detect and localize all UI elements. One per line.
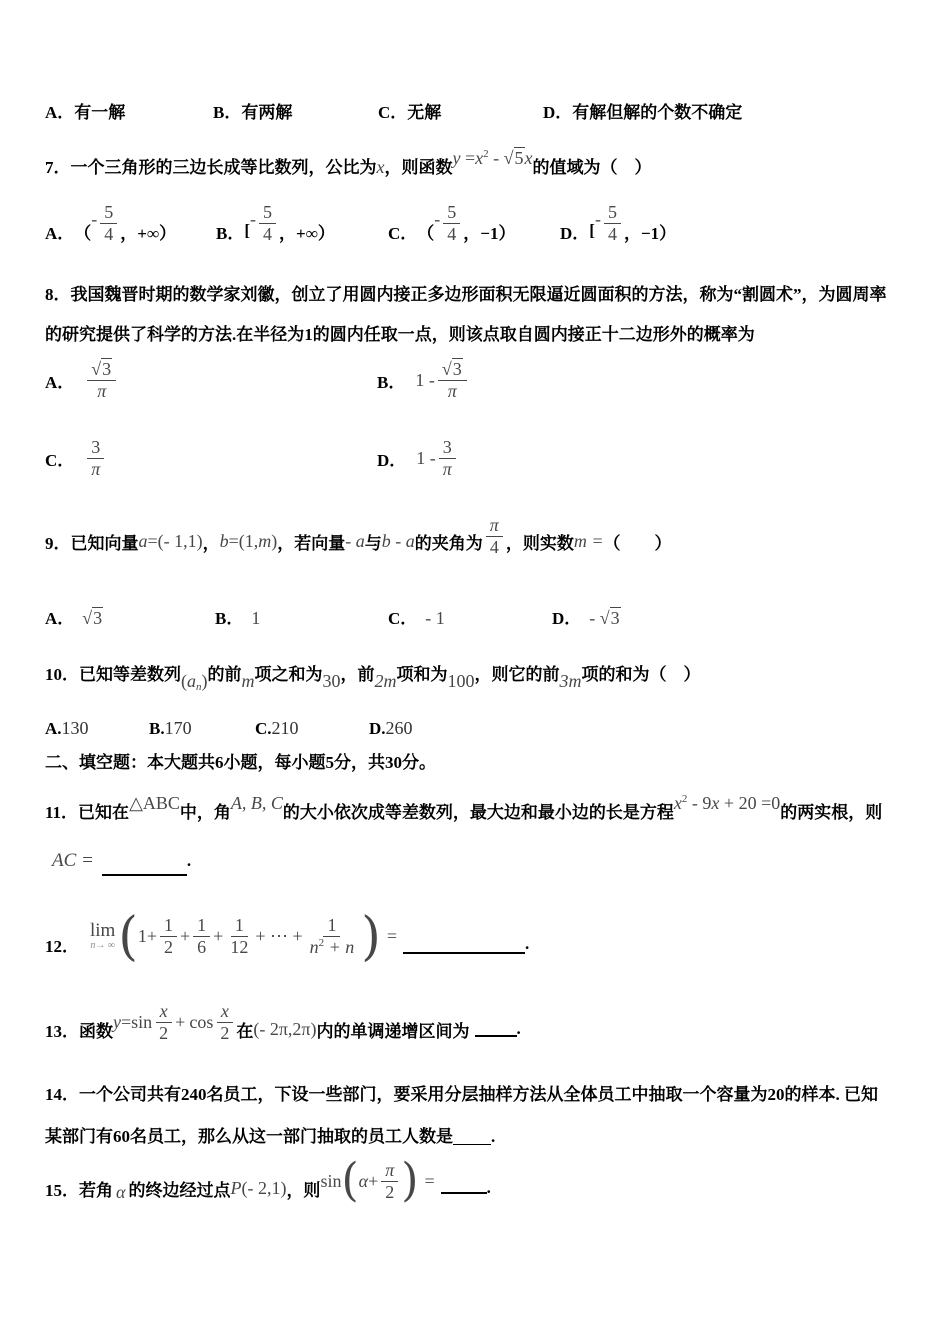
- q9-vector-a: a: [138, 530, 148, 551]
- den-n: n: [309, 936, 319, 957]
- fraction-numerator: π: [381, 1160, 398, 1182]
- q15-alpha: α: [116, 1181, 126, 1202]
- q7-option-a-comma: ，: [120, 223, 138, 243]
- q7-option-c-minus: -: [434, 208, 441, 229]
- fraction-numerator: x: [156, 1001, 172, 1023]
- fraction-numerator: 1: [193, 915, 210, 937]
- fraction-denominator: 12: [230, 936, 249, 957]
- q11-text-2: 中，角: [179, 803, 231, 822]
- q8-option-c-label: C．: [45, 450, 75, 470]
- fraction-denominator: 4: [489, 536, 499, 557]
- fraction-denominator: π: [97, 380, 107, 401]
- q11-text-3: 的大小依次成等差数列，最大边和最小边的长是方程: [282, 803, 674, 822]
- q9-option-b-value: 1: [251, 608, 261, 628]
- q7-option-b-open: [: [244, 221, 251, 240]
- sqrt-icon: √: [82, 608, 93, 628]
- eq-sup: 2: [681, 793, 688, 805]
- q6-option-c: C．无解: [378, 103, 442, 122]
- q8-option-c: [45, 434, 107, 482]
- fraction-denominator: 4: [447, 223, 457, 244]
- q7-option-d: [560, 196, 676, 250]
- fraction-numerator: [87, 359, 116, 381]
- q9-text-mid1: ，若向量: [277, 533, 346, 553]
- q12-answer-blank: [403, 952, 525, 954]
- q9-text-lead: 9．已知向量: [45, 533, 139, 553]
- q10-option-b-value: 170: [164, 718, 192, 738]
- q10-text-4: ，前: [340, 665, 375, 684]
- fraction-numerator: 1: [323, 915, 340, 937]
- q8-option-d-label: D．: [377, 450, 407, 470]
- radicand: 3: [452, 358, 462, 379]
- q9-text-mid2: 与: [364, 533, 382, 553]
- q7-sqrt-icon: √: [503, 148, 514, 168]
- q11-text-4: 的两实根，则: [780, 803, 883, 822]
- q7-option-d-end: −1）: [640, 223, 677, 243]
- q10-option-a: [45, 718, 89, 739]
- q13-number-text: 13．函数: [45, 1021, 113, 1041]
- q9-option-b: [215, 604, 260, 629]
- fraction-numerator: 1: [231, 915, 248, 937]
- question-15: 15．若角 α 的终边经过点 P (- 2,1) ，则 sin ( α + $\frac{\pi}{2}$ ) = .: [45, 1153, 491, 1208]
- q9-text-mid3: 的夹角为: [414, 533, 483, 553]
- q8-option-d: [377, 434, 459, 482]
- radicand: 3: [102, 358, 112, 379]
- q8-option-b: [377, 356, 470, 404]
- q7-option-d-comma: ，: [623, 223, 641, 243]
- fraction-numerator: π: [486, 515, 503, 537]
- q7-option-d-fraction: [604, 202, 621, 244]
- q6-option-d: D．有解但解的个数不确定: [543, 103, 743, 122]
- q15-period: .: [486, 1178, 491, 1197]
- q8-option-a-label: A．: [45, 372, 75, 392]
- q7-option-c-fraction: [443, 202, 460, 244]
- q13-frac-x-2b: [216, 1001, 233, 1043]
- q13-y: y: [113, 1011, 121, 1032]
- sin-text: sin: [320, 1170, 342, 1191]
- fraction-denominator: 6: [197, 936, 207, 957]
- q10-text-2: 的前: [207, 665, 242, 684]
- q15-text-lead: 15．若角: [45, 1180, 113, 1200]
- fraction-denominator: π: [91, 458, 101, 479]
- q11-period: .: [186, 851, 192, 870]
- lim-text: lim: [90, 920, 116, 941]
- q11-triangle-abc: △ABC: [129, 793, 180, 813]
- q9-neg-a: - a: [345, 530, 365, 551]
- fraction-denominator: [306, 937, 359, 958]
- sqrt-icon: √: [441, 358, 452, 379]
- q10-3m: 3m: [559, 671, 582, 691]
- q10-text-7: 项的和为（ ）: [581, 665, 701, 684]
- q14-answer-blank: [453, 1144, 491, 1145]
- seq-a: a: [187, 671, 196, 691]
- q7-option-b: [216, 196, 335, 250]
- q7-option-b-comma: ，: [279, 223, 297, 243]
- den-sup: 2: [318, 936, 325, 949]
- radicand: 3: [610, 608, 620, 628]
- q7-option-a-minus: -: [91, 208, 98, 229]
- q8-option-a-fraction: [87, 359, 116, 401]
- question-7: [45, 148, 652, 178]
- lim-subscript: n→ ∞: [90, 940, 115, 951]
- eq-part2: + 20 =0: [719, 793, 781, 813]
- q9-option-d-label: D．: [552, 609, 582, 628]
- q11-equation: [674, 793, 780, 813]
- q7-option-c: [388, 196, 515, 250]
- plus-sign: +: [180, 925, 191, 946]
- q14-line2-text: 某部门有60名员工，那么从这一部门抽取的员工人数是: [45, 1127, 453, 1146]
- fraction-numerator: [438, 359, 467, 381]
- q10-text-6: ，则它的前: [474, 665, 560, 684]
- question-10: [45, 662, 701, 700]
- q9-vector-a-value: =(- 1,1): [147, 530, 203, 551]
- q7-formula-sup: 2: [483, 148, 489, 160]
- q7-formula-eq: =: [460, 148, 476, 168]
- q7-var-x: x: [376, 157, 385, 177]
- question-13: [45, 994, 521, 1050]
- fraction-numerator: 5: [604, 202, 621, 224]
- q10-option-c: [255, 718, 299, 739]
- q6-option-b: B．有两解: [213, 103, 293, 122]
- q10-option-a-label: A.: [45, 719, 62, 738]
- fraction-denominator: 2: [159, 1022, 169, 1043]
- q7-option-a-open: （: [74, 223, 92, 243]
- minus-sign: -: [589, 608, 600, 628]
- q13-frac-x-2a: [155, 1001, 172, 1043]
- q7-option-d-open: [: [589, 221, 595, 240]
- q12-number: 12．: [45, 936, 79, 956]
- seq-sub-n: n: [196, 681, 202, 693]
- q10-option-a-value: 130: [61, 718, 89, 738]
- fraction-denominator: π: [447, 380, 457, 401]
- fraction-numerator: 3: [439, 437, 456, 459]
- q8-option-d-fraction: [439, 437, 456, 479]
- q15-answer-blank: [441, 1192, 487, 1194]
- q10-m: m: [241, 671, 255, 691]
- q13-period: .: [516, 1019, 521, 1038]
- cos-text: cos: [189, 1011, 214, 1032]
- q12-frac-1-6: [193, 915, 210, 957]
- fraction-numerator: 3: [87, 437, 104, 459]
- q8-option-a: [45, 356, 119, 404]
- q10-text-3: 项之和为: [254, 665, 323, 684]
- q10-option-b-label: B.: [149, 719, 165, 738]
- q11-angles-abc: A, B, C: [230, 793, 283, 813]
- q10-text-lead: 10．已知等差数列: [45, 665, 181, 684]
- fraction-numerator: x: [217, 1001, 233, 1023]
- fraction-denominator: 2: [164, 936, 174, 957]
- q10-option-d-value: 260: [385, 718, 413, 738]
- q11-ac-equals: AC =: [52, 850, 94, 871]
- fraction-numerator: 5: [100, 202, 117, 224]
- q14-text-line1: 14．一个公司共有240名员工，下设一些部门，要采用分层抽样方法从全体员工中抽取一个容量为20的样本. 已知: [45, 1085, 878, 1104]
- q12-limit: [90, 921, 115, 951]
- question-11: [45, 793, 882, 823]
- q10-option-b: [149, 718, 192, 739]
- q7-option-a-label: A．: [45, 223, 75, 243]
- plus-sign: +: [175, 1011, 186, 1032]
- q13-answer-blank: [475, 1035, 517, 1037]
- q9-option-a-label: A．: [45, 609, 75, 628]
- sin-text: sin: [131, 1011, 153, 1032]
- q10-option-c-label: C.: [255, 719, 272, 738]
- equals-sign: =: [386, 925, 397, 946]
- q12-frac-1-2: [160, 915, 177, 957]
- equals-sign: =: [121, 1011, 132, 1032]
- q10-sum-100: 100: [447, 671, 475, 691]
- q10-text-5: 项和为: [396, 665, 448, 684]
- q9-answer-paren: （ ）: [603, 533, 672, 553]
- q7-option-c-open: （: [417, 223, 435, 243]
- q10-sequence: [181, 671, 208, 691]
- q13-text-3: 内的单调递增区间为: [316, 1021, 470, 1041]
- q6-option-a: A．有一解: [45, 103, 126, 122]
- fraction-numerator: 1: [160, 915, 177, 937]
- q15-point-coords: (- 2,1): [241, 1177, 287, 1198]
- q9-option-c-value: - 1: [425, 608, 445, 628]
- fraction-denominator: 2: [385, 1181, 395, 1202]
- q7-text-lead: 7．一个三角形的三边长成等比数列，公比为: [45, 158, 377, 177]
- q7-option-b-fraction: [259, 202, 276, 244]
- eq-x: x: [673, 793, 682, 813]
- q15-alpha-2: α: [358, 1170, 369, 1191]
- q8-option-b-label: B．: [377, 372, 406, 392]
- q7-formula-tail-x: x: [524, 148, 533, 168]
- q13-interval: (- 2π,2π): [253, 1018, 317, 1039]
- q9-vector-b: b: [219, 530, 229, 551]
- q7-option-a: [45, 196, 176, 250]
- q7-option-a-fraction: [100, 202, 117, 244]
- q9-b-minus-a: b - a: [381, 530, 415, 551]
- fraction-denominator: 4: [607, 223, 617, 244]
- sqrt-icon: √: [91, 358, 102, 379]
- q9-option-b-label: B．: [215, 609, 244, 628]
- fraction-numerator: 5: [259, 202, 276, 224]
- q10-sum-30: 30: [322, 671, 341, 691]
- q9-comma: ，: [202, 533, 220, 553]
- q15-frac-pi-2: [381, 1160, 398, 1202]
- radicand: 3: [93, 608, 103, 628]
- section-2-header: 二、填空题：本大题共6小题，每小题5分，共30分。: [45, 753, 436, 772]
- q9-m-equals: m =: [573, 530, 604, 551]
- question-12: 12． lim n→ ∞ ( 1+ $\frac{1}{2}$ + $\frac{1}{6}$ + $\frac{1}{12}$ + ⋯ + $\frac{1}{n^2 + n}$ ) = .: [45, 905, 530, 967]
- q8-option-d-pre: 1 -: [416, 447, 436, 468]
- fraction-denominator: 4: [263, 223, 273, 244]
- q10-2m: 2m: [374, 671, 397, 691]
- equals-sign: =: [424, 1170, 435, 1191]
- q7-option-c-end: −1）: [480, 223, 516, 243]
- q7-option-c-comma: ，: [463, 223, 481, 243]
- q12-period: .: [524, 934, 530, 953]
- seq-open: (: [181, 671, 187, 691]
- q9-vector-b-value-pre: =(1,: [228, 530, 259, 551]
- q8-option-c-fraction: [87, 437, 104, 479]
- q14-period: .: [491, 1127, 496, 1146]
- q9-vector-b-value-post: ): [271, 530, 278, 551]
- q10-option-d-label: D.: [369, 719, 386, 738]
- q9-option-d-value: [589, 607, 620, 628]
- q9-text-mid4: ，则实数: [505, 533, 574, 553]
- plus-sign: +: [213, 925, 224, 946]
- q9-option-c-label: C．: [388, 609, 418, 628]
- q8-text-line1: 8．我国魏晋时期的数学家刘徽，创立了用圆内接正多边形面积无限逼近圆面积的方法，称为“割圆术”，为圆周率: [45, 285, 887, 304]
- q15-text-3: ，则: [286, 1180, 321, 1200]
- fraction-denominator: π: [442, 458, 452, 479]
- q8-option-b-pre: 1 -: [415, 369, 435, 390]
- q12-frac-general: [306, 915, 359, 957]
- q15-text-2: 的终边经过点: [128, 1180, 231, 1200]
- q8-option-b-fraction: [438, 359, 467, 401]
- q7-formula-minus: -: [488, 148, 504, 168]
- q7-option-b-label: B．: [216, 223, 245, 243]
- q9-option-a-value: [82, 607, 103, 628]
- q9-option-a: [45, 604, 103, 629]
- q8-text-line2: 的研究提供了科学的方法.在半径为1的圆内任取一点，则该点取自圆内接正十二边形外的概率为: [45, 325, 755, 344]
- question-9: [45, 506, 671, 566]
- q9-vector-b-value-m: m: [258, 530, 272, 551]
- q12-frac-1-12: [226, 915, 252, 957]
- eq-x2: x: [711, 793, 720, 813]
- q9-option-d: [552, 604, 621, 629]
- q7-option-d-label: D．: [560, 223, 590, 243]
- q7-text-mid: ，则函数: [384, 158, 453, 177]
- fraction-numerator: 5: [443, 202, 460, 224]
- q10-option-d: [369, 718, 413, 739]
- q7-text-tail: 的值域为（ ）: [532, 158, 652, 177]
- q15-point-p: P: [230, 1177, 242, 1198]
- plus-sign: +: [368, 1170, 379, 1191]
- q13-text-2: 在: [236, 1021, 254, 1041]
- q7-formula: [453, 148, 533, 168]
- eq-part1: - 9: [687, 793, 712, 813]
- q14-text-line2: [45, 1122, 495, 1147]
- q7-formula-radicand: 5: [514, 148, 524, 168]
- sqrt-icon: √: [599, 608, 610, 628]
- fraction-denominator: 4: [104, 223, 114, 244]
- q11-text-lead: 11．已知在: [45, 803, 130, 822]
- den-plus-n: + n: [324, 936, 355, 957]
- q12-term-1: 1+: [137, 925, 158, 946]
- fraction-denominator: 2: [220, 1022, 230, 1043]
- q9-option-c: [388, 604, 445, 629]
- ellipsis: + ⋯ +: [255, 925, 303, 946]
- q7-option-c-label: C．: [388, 223, 418, 243]
- q7-option-b-minus: -: [250, 208, 257, 229]
- seq-close: ): [201, 671, 208, 691]
- q7-option-d-minus: -: [594, 208, 601, 229]
- q7-option-b-end: +∞）: [296, 223, 335, 243]
- q11-answer-line: [52, 850, 191, 876]
- q10-option-c-value: 210: [271, 718, 299, 738]
- q7-option-a-end: +∞）: [137, 223, 177, 243]
- q9-angle-fraction: [486, 515, 503, 557]
- q7-formula-y: y: [452, 148, 461, 168]
- q7-formula-x: x: [475, 148, 484, 168]
- q11-answer-blank: [102, 874, 187, 876]
